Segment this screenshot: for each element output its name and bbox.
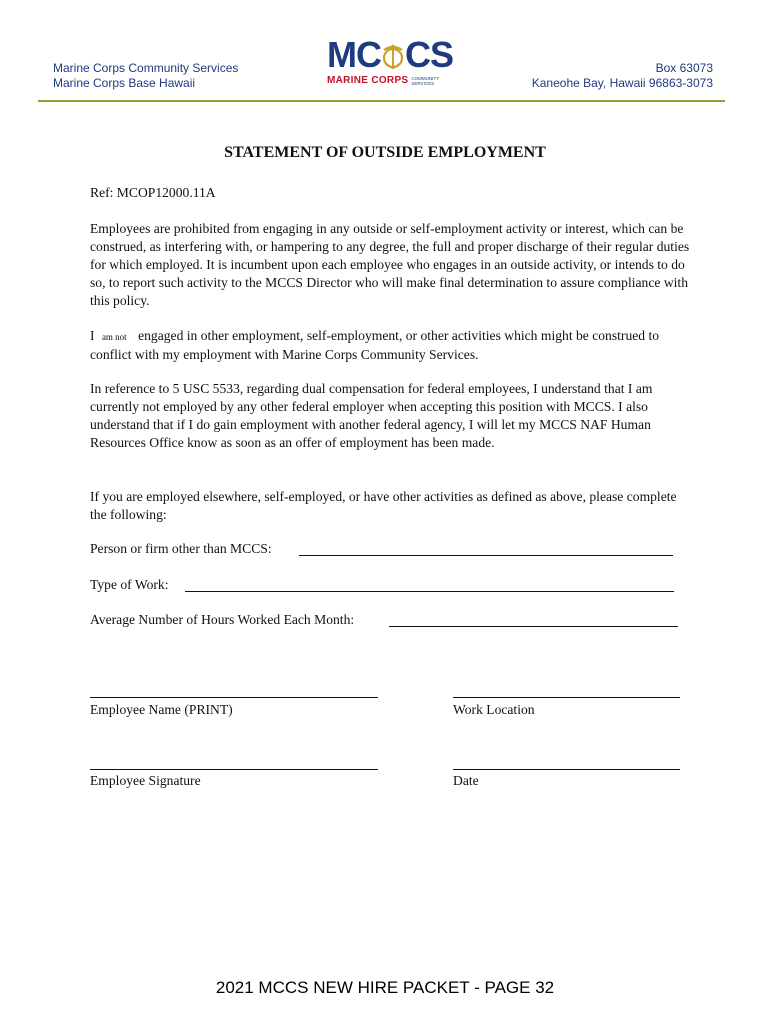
po-box: Box 63073	[655, 61, 713, 75]
reference-line: Ref: MCOP12000.11A	[90, 185, 216, 200]
type-of-work-label: Type of Work:	[90, 577, 169, 592]
page-footer: 2021 MCCS NEW HIRE PACKET - PAGE 32	[215, 978, 555, 997]
city-zip: Kaneohe Bay, Hawaii 96863-3073	[531, 76, 713, 90]
page-title: STATEMENT OF OUTSIDE EMPLOYMENT	[224, 144, 546, 161]
work-location-label: Work Location	[453, 702, 535, 717]
employee-name-field[interactable]	[90, 697, 378, 698]
dual-compensation-paragraph: In reference to 5 USC 5533, regarding dual compensation for federal employees, I understand that I am currently not employed by any other federal employer when accepting this position with MCCS. I also understand that if I do gain employment with another federal agency, I will let my MCCS NAF Human Resources Office know as soon as an offer of employment has been made.	[90, 381, 653, 450]
logo-subtitle: MARINE CORPS	[327, 75, 409, 86]
base-name: Marine Corps Base Hawaii	[53, 76, 196, 90]
type-of-work-field[interactable]	[185, 591, 674, 592]
employee-name-label: Employee Name (PRINT)	[90, 702, 233, 717]
declaration-paragraph	[90, 327, 690, 364]
avg-hours-field[interactable]	[389, 626, 678, 627]
header-left-address	[53, 61, 238, 91]
avg-hours-label: Average Number of Hours Worked Each Month:	[90, 612, 355, 627]
person-or-firm-field[interactable]	[299, 555, 673, 556]
work-location-field[interactable]	[453, 697, 680, 698]
mccs-logo	[327, 34, 454, 93]
date-label: Date	[453, 773, 479, 788]
policy-paragraph: Employees are prohibited from engaging in any outside or self-employment activity or interest, which can be construed, as interfering with, or hampering to any degree, the full and proper discharge of their regular duties for which employed. It is incumbent upon each employee who engages in an outside activity, or intends to do so, to report such activity to the MCCS Director who will make final determination to assure compliance with this policy.	[90, 221, 690, 308]
logo-subtitle-small: COMMUNITY SERVICES	[411, 75, 440, 86]
date-field[interactable]	[453, 769, 680, 770]
org-name: Marine Corps Community Services	[53, 61, 239, 75]
employee-signature-field[interactable]	[90, 769, 378, 770]
person-or-firm-label: Person or firm other than MCCS:	[90, 541, 272, 556]
logo-text-cs: CS	[405, 34, 454, 75]
declaration-text: engaged in other employment, self-employment, or other activities which might be construed to conflict with my employment with Marine Corps Community Services.	[90, 328, 660, 362]
declaration-prefix: I	[90, 328, 95, 343]
instruction-paragraph: If you are employed elsewhere, self-employed, or have other activities as defined as above, please complete the following:	[90, 489, 677, 522]
header-right-address	[532, 61, 713, 91]
header-divider	[38, 100, 725, 102]
employment-status-choice[interactable]: am not	[101, 332, 127, 342]
eagle-globe-anchor-icon	[380, 42, 406, 68]
logo-text-mc: MC	[327, 34, 381, 75]
employee-signature-label: Employee Signature	[90, 773, 201, 788]
